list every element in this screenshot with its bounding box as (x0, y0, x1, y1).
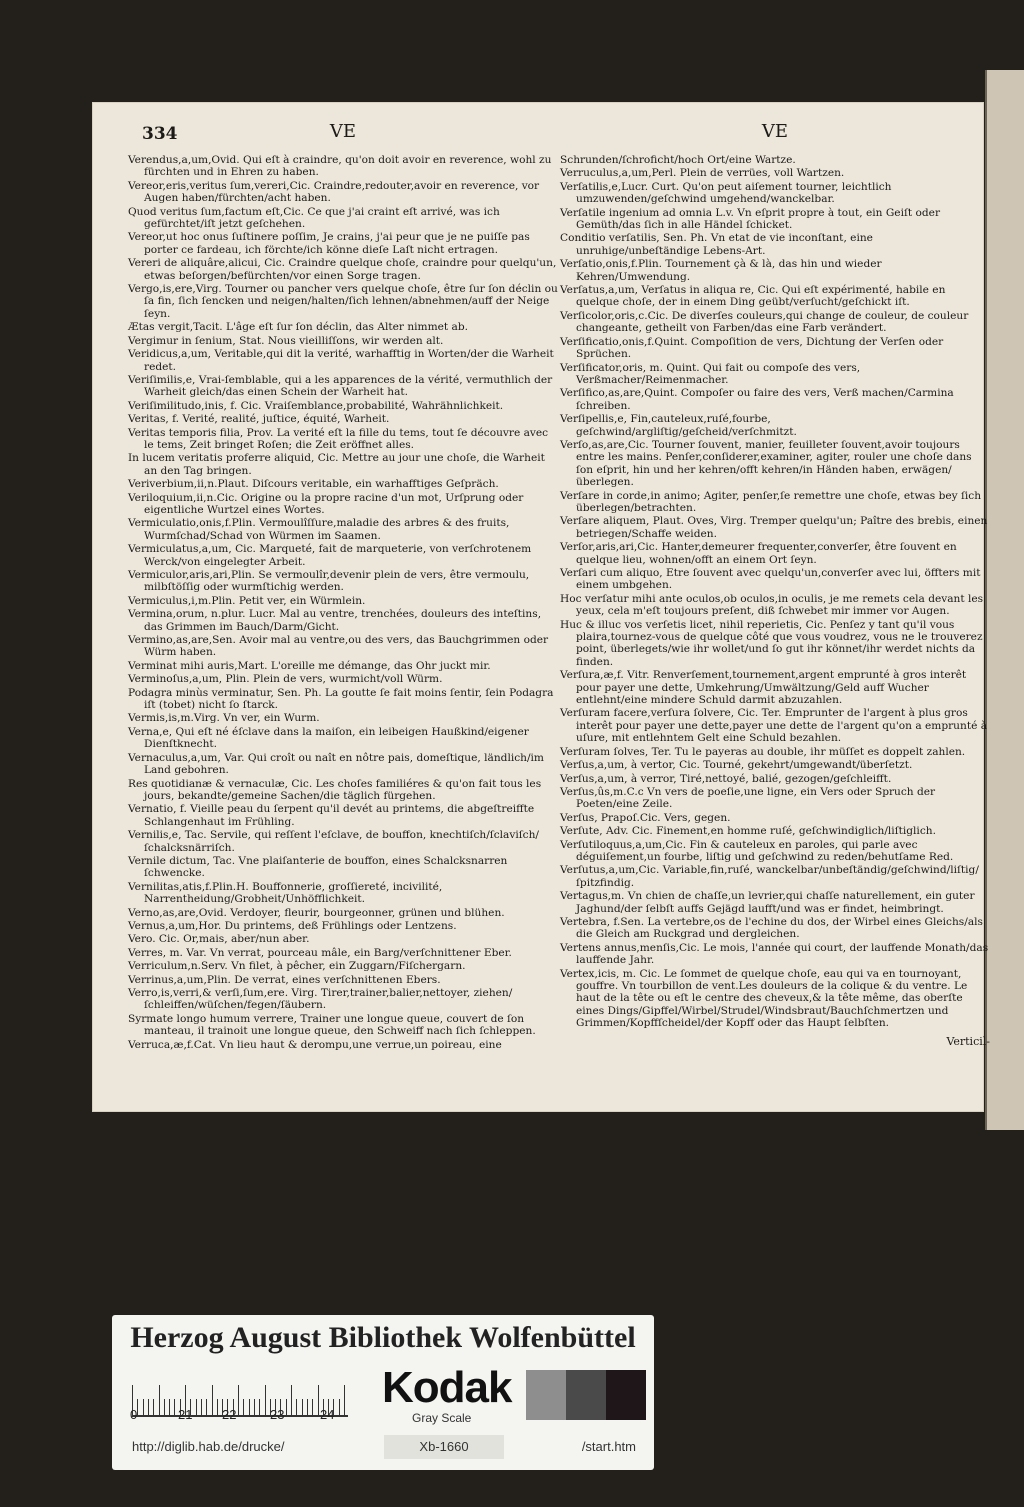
left-page-header (128, 121, 558, 154)
ruler-tick (296, 1399, 297, 1415)
ruler-tick (344, 1385, 345, 1415)
dictionary-entry: Verſificatio,onis,f.Quint. Compoſition de vers, Dichtung der Verſen oder Sprüchen. (560, 335, 944, 361)
dictionary-entry: Schrunden/ſchroficht/hoch Ort/eine Wartze. (560, 154, 796, 166)
dictionary-entry: Vereri de aliquâre,alicui, Cic. Craindre quelque choſe, craindre pour quelqu'un, etwas beſorgen/befürchten/vor einen Sorge tragen. (128, 257, 557, 282)
page-number: 334 (142, 124, 178, 144)
ruler-tick (249, 1399, 250, 1415)
dictionary-entry: Verſo,as,are,Cic. Tourner ſouvent, manier, feuilleter ſouvent,avoir toujours entre les mains. Penſer,conſiderer,examiner, agiter, rouler une choſe dans ſon eſprit, hin und her kehren/offt kehren/in Händen haben, erwägen/überlegen. (560, 438, 972, 489)
dictionary-entry: Verſus, Prapoſ.Cic. Vers, gegen. (560, 811, 731, 824)
dictionary-entry: Verſatus,a,um, Verſatus in aliqua re, Cic. Qui eſt expérimenté, habile en quelque choſe, der in einem Ding geübt/verſucht/geſchickt iſt. (560, 284, 946, 309)
dictionary-entry: Verſicolor,oris,c.Cic. De diverſes couleurs,qui change de couleur, de couleur changeante, getheilt von Farben/das eine Farb verändert. (560, 309, 969, 335)
url-base: http://diglib.hab.de/drucke/ (132, 1439, 285, 1454)
dictionary-entry: Verſuram facere,verſura ſolvere, Cic. Ter. Emprunter de l'argent à plus gros interêt pour payer une dette,payer une dette de l'argent qu'on a emprunté à uſure, mit entlehntem Gelt eine Schuld bezahlen. (560, 707, 988, 745)
dictionary-entry: Vernatio, f. Vieille peau du ſerpent qu'il devét au printems, die abgeſtreiffte Schlangenhaut im Frühling. (128, 803, 535, 828)
right-page-header (560, 121, 990, 154)
scale-ruler (132, 1371, 348, 1417)
dictionary-entry: Verendus,a,um,Ovid. Qui eſt à craindre, qu'on doit avoir en reverence, wohl zu fürchten und in Ehren zu haben. (128, 154, 552, 179)
dictionary-entry: Vertebra, f.Sen. La vertebre,os de l'echine du dos, der Wirbel eines Gleichs/als die Gleich am Ruckgrad und dergleichen. (560, 915, 983, 941)
dictionary-entry: Verres, m. Var. Vn verrat, pourceau mâle, ein Barg/verſchnittener Eber. (128, 946, 512, 959)
ruler-tick (169, 1399, 170, 1415)
ruler-tick (318, 1385, 319, 1415)
left-entries (128, 154, 558, 1051)
ruler-tick (148, 1399, 149, 1415)
dictionary-entry: Syrmate longo humum verrere, Trainer une longue queue, couvert de ſon manteau, il trainoit une longue queue, den Schweiff nach ſich ſchleppen. (128, 1012, 536, 1038)
dictionary-entry: Huc & illuc vos verſetis licet, nihil reperietis, Cic. Penſez y tant qu'il vous plaira,tournez-vous de quelque côté que vous voudrez, vous ne le trouverez point, überlegets/wie ihr wollet/und ſo gut ihr könnet/ihr werdet nichts da finden. (560, 618, 983, 668)
dictionary-entry: In lucem veritatis proferre aliquid, Cic. Mettre au jour une choſe, die Warheit an den Tag bringen. (128, 452, 545, 477)
dictionary-entry: Verruca,æ,f.Cat. Vn lieu haut & derompu,une verrue,un poireau, eine (128, 1038, 502, 1051)
gray-patch (566, 1370, 606, 1420)
dictionary-entry: Verminoſus,a,um, Plin. Plein de vers, wurmicht/voll Würm. (128, 673, 443, 686)
ruler-tick (339, 1399, 340, 1415)
gray-patch (526, 1370, 566, 1420)
book-page (92, 102, 990, 1112)
ruler-tick (265, 1385, 266, 1415)
dictionary-entry: Verriculum,n.Serv. Vn filet, à pêcher, ein Zuggarn/Fiſchergarn. (128, 960, 466, 973)
scale-number: 23 (270, 1407, 285, 1422)
dictionary-entry: Verſatile ingenium ad omnia L.v. Vn eſprit propre à tout, ein Geiſt oder Gemüth/das ſich in alle Händel ſchicket. (560, 206, 941, 232)
dictionary-entry: Quod veritus ſum,factum eſt,Cic. Ce que j'ai craint eſt arrivé, was ich gefürchtet/iſt jetzt geſchehen. (128, 205, 500, 231)
ruler-tick (254, 1399, 255, 1415)
dictionary-entry: Vertex,icis, m. Cic. Le ſommet de quelque choſe, eau qui va en tournoyant, gouffre. Vn tourbillon de vent.Les douleurs de la colique & du ventre. Le haut de la tête ou eſt le centre des cheveux,& la tête même, das oberſte eines Dings/Gipffel/Wirbel/Strudel/Windsbraut/Bauchſchmertzen und Grimmen/Kopffſcheidel/der Kopff oder das Haupt ſelbſten. (560, 967, 968, 1030)
dictionary-entry: Vermiculus,i,m.Plin. Petit ver, ein Würmlein. (128, 594, 366, 607)
running-head-right: VE (761, 121, 789, 142)
dictionary-entry: Vereor,ut hoc onus ſuſtinere poſſim, Je crains, j'ai peur que je ne puiſſe pas porter ce fardeau, ich förchte/ich könne dieſe Laſt nicht ertragen. (128, 231, 530, 256)
dictionary-entry: Verrinus,a,um,Plin. De verrat, eines verſchnittenen Ebers. (128, 973, 441, 986)
dictionary-entry: Verſare aliquem, Plaut. Oves, Virg. Tremper quelqu'un; Paître des brebis, einen betriegen/Schaffe weiden. (560, 515, 988, 540)
dictionary-entry: Vermina,orum, n.plur. Lucr. Mal au ventre, trenchées, douleurs des inteſtins, das Grimmen im Bauch/Darm/Gicht. (128, 608, 542, 633)
ruler-tick (307, 1399, 308, 1415)
dictionary-entry: Verſutus,a,um,Cic. Variable,fin,ruſé, wanckelbar/unbeſtändig/geſchwind/liſtig/ſpitzfindig. (560, 864, 979, 889)
gray-patch (606, 1370, 646, 1420)
dictionary-entry: Res quotidianæ & vernaculæ, Cic. Les choſes familiéres & qu'on fait tous les jours, bekandte/gemeine Sachen/die täglich fürgehen. (128, 777, 542, 802)
ruler-tick (137, 1399, 138, 1415)
dictionary-entry: Veriloquium,ii,n.Cic. Origine ou la propre racine d'un mot, Urſprung oder eigentliche Wurtzel eines Wortes. (128, 491, 524, 516)
dictionary-entry: Vermiculor,aris,ari,Plin. Se vermoulîr,devenir plein de vers, être vermoulu, milbſtöſſig oder wurmſtichig werden. (128, 569, 530, 594)
dictionary-entry: Vergimur in ſenium, Stat. Nous vieilliſſons, wir werden alt. (128, 334, 444, 347)
ruler-tick (291, 1385, 292, 1415)
ruler-tick (312, 1399, 313, 1415)
kodak-logo: Kodak (382, 1363, 512, 1412)
dictionary-entry: Verſificator,oris, m. Quint. Qui fait ou compoſe des vers, Verßmacher/Reimenmacher. (560, 361, 861, 386)
ruler-tick (153, 1399, 154, 1415)
dictionary-entry: Podagra minùs verminatur, Sen. Ph. La goutte ſe fait moins ſentir, ſein Podagra iſt (tobet) nicht ſo ſtarck. (128, 686, 554, 712)
ruler-tick (243, 1399, 244, 1415)
dictionary-entry: Verna,e, Qui eſt né éſclave dans la maiſon, ein leibeigen Haußkind/eigener Dienſtknecht. (128, 725, 529, 751)
ruler-tick (212, 1385, 213, 1415)
ruler-tick (217, 1399, 218, 1415)
dictionary-entry: Veriſimilis,e, Vrai-ſemblable, qui a les apparences de la vérité, vermuthlich der Warheit gleich/das einen Schein der Warheit hat. (128, 373, 553, 399)
scale-number: 24 (320, 1407, 335, 1422)
ruler-tick (164, 1399, 165, 1415)
ruler-tick (174, 1399, 175, 1415)
ruler-tick (206, 1399, 207, 1415)
dictionary-entry: Conditio verſatilis, Sen. Ph. Vn etat de vie inconſtant, eine unruhige/unbeſtändige Lebens-Art. (560, 232, 873, 257)
ruler-tick (259, 1399, 260, 1415)
dictionary-entry: Veriverbium,ii,n.Plaut. Diſcours veritable, ein warhafftiges Geſpräch. (128, 478, 499, 491)
dictionary-entry: Vergo,is,ere,Virg. Tourner ou pancher vers quelque choſe, être ſur ſon déclin ou ſa fin, ſich ſencken und neigen/halten/ſich lehnen/abnehmen/auff der Neige ſeyn. (128, 283, 558, 320)
shelfmark: Xb-1660 (384, 1435, 504, 1459)
right-column (560, 121, 990, 1048)
ruler-tick (286, 1399, 287, 1415)
dictionary-entry: Vermino,as,are,Sen. Avoir mal au ventre,ou des vers, das Bauchgrimmen oder Würm haben. (128, 634, 549, 659)
dictionary-entry: Verſatio,onis,f.Plin. Tournement çà & là, das hin und wieder Kehren/Umwendung. (560, 258, 882, 283)
dictionary-entry: Vermiculatus,a,um, Cic. Marqueté, fait de marqueterie, von verſchrotenem Werck/von eingelegter Arbeit. (128, 543, 532, 568)
gray-scale-label: Gray Scale (412, 1411, 472, 1425)
ruler-tick (159, 1385, 160, 1415)
dictionary-entry: Verſari cum aliquo, Etre ſouvent avec quelqu'un,converſer avec lui, öffters mit einem umbgehen. (560, 567, 981, 592)
dictionary-entry: Vermiculatio,onis,f.Plin. Vermoulîſſure,maladie des arbres & des fruits, Wurmſchad/Schad von Würmen im Saamen. (128, 517, 510, 542)
dictionary-entry: Vertagus,m. Vn chien de chaſſe,un levrier,qui chaſſe naturellement, ein guter Jaghund/der ſelbſt auffs Gejägd laufft/und was er findet, heimbringt. (560, 890, 975, 915)
ruler-tick (238, 1385, 239, 1415)
dictionary-entry: Veritas, f. Verité, realité, juſtice, équité, Warheit. (128, 413, 390, 426)
dictionary-entry: Veritas temporis filia, Prov. La verité eſt la fille du tems, tout ſe découvre avec le tems, Zeit bringet Roſen; die Zeit eröffnet alles. (128, 426, 549, 451)
dictionary-entry: Verno,as,are,Ovid. Verdoyer, fleurir, bourgeonner, grünen und blühen. (128, 906, 505, 919)
dictionary-entry: Verſifico,as,are,Quint. Compoſer ou faire des vers, Verß machen/Carmina ſchreiben. (560, 387, 954, 412)
ruler-tick (143, 1399, 144, 1415)
ruler-tick (302, 1399, 303, 1415)
dictionary-entry: Verruculus,a,um,Perl. Plein de verrües, voll Wartzen. (560, 167, 845, 180)
dictionary-entry: Verro,is,verri,& verſi,ſum,ere. Virg. Tirer,trainer,balier,nettoyer, ziehen/ſchleiffen/wüſchen/fegen/ſäubern. (128, 987, 513, 1012)
url-bar (132, 1435, 644, 1461)
catchword: Verticil- (946, 1034, 990, 1048)
dictionary-entry: Vernile dictum, Tac. Vne plaiſanterie de bouffon, eines Schalcksnarren ſchwencke. (128, 854, 508, 880)
dictionary-entry: Vernus,a,um,Hor. Du printems, deß Frühlings oder Lentzens. (128, 919, 457, 932)
color-target-card (112, 1315, 654, 1470)
dictionary-entry: Hoc verſatur mihi ante oculos,ob oculos,in oculis, je me remets cela devant les yeux, cela m'eſt toujours preſent, diß ſchwebet mir immer vor Augen. (560, 592, 984, 618)
dictionary-entry: Verſipellis,e, Fin,cauteleux,ruſé,fourbe, geſchwind/argliſtig/geſcheid/verſchmitzt. (560, 413, 797, 438)
dictionary-entry: Vertens annus,menſis,Cic. Le mois, l'année qui court, der lauffende Monath/das lauffende Jahr. (560, 941, 989, 967)
dictionary-entry: Verſare in corde,in animo; Agiter, penſer,ſe remettre une choſe, etwas bey ſich überlegen/betrachten. (560, 489, 982, 514)
left-column (128, 121, 558, 1052)
dictionary-entry: Verſute, Adv. Cic. Finement,en homme ruſé, geſchwindiglich/liſtiglich. (560, 825, 936, 838)
dictionary-entry: Vero. Cic. Or,mais, aber/nun aber. (128, 933, 310, 946)
dictionary-entry: Vernilis,e, Tac. Servile, qui reſſent l'eſclave, de bouffon, knechtiſch/ſclaviſch/ſchalcksnärriſch. (128, 829, 539, 854)
dictionary-entry: Vernaculus,a,um, Var. Qui croît ou naît en nôtre pais, domeſtique, ländlich/im Land gebohren. (128, 751, 544, 777)
dictionary-entry: Verſor,aris,ari,Cic. Hanter,demeurer frequenter,converſer, être ſouvent en quelque lieu, wohnen/offt an einem Ort ſeyn. (560, 541, 957, 566)
dictionary-entry: Vereor,eris,veritus ſum,vereri,Cic. Craindre,redouter,avoir en reverence, vor Augen haben/fürchten/acht haben. (128, 179, 540, 205)
dictionary-entry: Verſutiloquus,a,um,Cic. Fin & cauteleux en paroles, qui parle avec déguiſement,un fourbe, liſtig und geſchwind zu reden/behutſame Red. (560, 838, 954, 863)
dictionary-entry: Verminat mihi auris,Mart. L'oreille me démange, das Ohr juckt mir. (128, 659, 491, 672)
scale-number: 0 (130, 1407, 138, 1422)
scale-number: 22 (222, 1407, 237, 1422)
dictionary-entry: Verſus,a,um, à vertor, Cic. Tourné, gekehrt/umgewandt/überſetzt. (560, 759, 913, 772)
dictionary-entry: Vermis,is,m.Virg. Vn ver, ein Wurm. (128, 712, 320, 725)
dictionary-entry: Verſus,a,um, à verror, Tiré,nettoyé, balié, gezogen/geſchleifft. (560, 772, 892, 785)
library-name: Herzog August Bibliothek Wolfenbüttel (130, 1321, 636, 1354)
dictionary-entry: Verſatilis,e,Lucr. Curt. Qu'on peut aiſement tourner, leichtlich umzuwenden/geſchwind umgehend/wanckelbar. (560, 180, 892, 206)
dictionary-entry: Ætas vergit,Tacit. L'âge eſt ſur ſon déclin, das Alter nimmet ab. (128, 321, 469, 334)
dictionary-entry: Veriſimilitudo,inis, f. Cic. Vraiſemblance,probabilité, Wahrähnlichkeit. (128, 399, 504, 412)
scale-number: 21 (178, 1407, 193, 1422)
url-suffix: /start.htm (581, 1439, 636, 1454)
dictionary-entry: Verſus,ûs,m.C.c Vn vers de poeſie,une ligne, ein Vers oder Spruch der Poeten/eine Zeile. (560, 785, 936, 811)
dictionary-entry: Veridicus,a,um, Veritable,qui dit la verité, warhafftig in Worten/der die Warheit redet. (128, 348, 554, 373)
dictionary-entry: Vernilitas,atis,f.Plin.H. Bouffonnerie, groſſiereté, incivilité, Narrentheidung/Grobheit/Unhöfflichkeit. (128, 880, 443, 906)
running-head-left: VE (329, 121, 357, 142)
ruler-tick (196, 1399, 197, 1415)
dictionary-entry: Verſura,æ,f. Vitr. Renverſement,tournement,argent emprunté à gros interêt pour payer une dette, Umkehrung/Umwältzung/Geld auff Wucher entlehnt/eine mindere Schuld darmit abzuzahlen. (560, 669, 967, 707)
right-entries (560, 154, 990, 1030)
adjacent-page-edge (985, 70, 1024, 1130)
dictionary-entry: Verſuram ſolves, Ter. Tu le payeras au double, ihr müſſet es doppelt zahlen. (560, 745, 966, 758)
ruler-tick (201, 1399, 202, 1415)
